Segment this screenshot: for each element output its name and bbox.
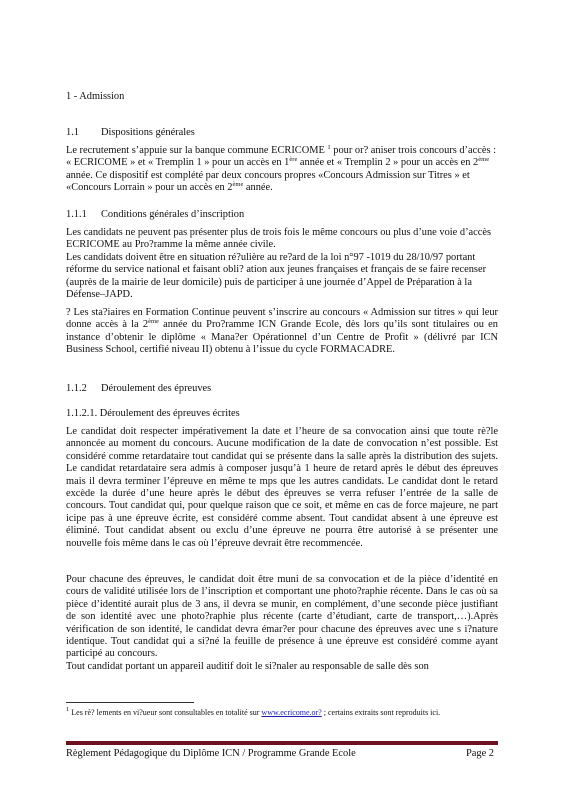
ecricome-link[interactable]: www.ecricome.or? xyxy=(261,708,322,717)
intro-text-c: année et « Tremplin 2 » pour un accès en 2 xyxy=(297,157,479,169)
footnote-separator xyxy=(66,702,194,703)
footnote-number: 1 xyxy=(66,706,70,713)
section-1-1-2-number: 1.1.2 xyxy=(66,383,87,394)
admission-heading: 1 - Admission xyxy=(66,91,125,102)
written-exams-paragraph-2: Pour chacune des épreuves, le candidat doit être muni de sa convocation et de la pièce d’identité en cours de validité utilisée lors de l’inscription et comportant une photo?raphie récente. Dans le cas où sa pièce d’identité aurait plus de 3 ans, il devra se munir, en complément, d’une seconde pièce justifiant de son identité avec une photo?raphie plus récente (carte d’étudiant, carte de transport,…).Après vérification de son identité, le candidat devra émar?er pour chacune des épreuves avec une s i?nature identique. Tout candidat qui a si?né la feuille de présence à une épreuve est considéré comme ayant participé au concours. xyxy=(66,574,498,660)
section-1-1-number: 1.1 xyxy=(66,127,79,138)
intro-text-a: Le recrutement s’appuie sur la banque commune ECRICOME xyxy=(66,145,328,156)
conditions-paragraph-2: Les candidats doivent être en situation ré?ulière au re?ard de la loi n°97 -1019 du 28/10/97 portant réforme du service national et faisant obli? ation aux jeunes françaises et français de se faire recenser (auprès de la mairie de leur domicile) puis de participer à une journée d’Appel de Préparation à la Défense–JAPD. xyxy=(66,252,487,301)
footnote xyxy=(66,708,498,718)
superscript-eme: ème xyxy=(232,181,244,189)
conditions-paragraph-1: Les candidats ne peuvent pas présenter plus de trois fois le même concours ou plus d’une voie d’accès ECRICOME au Pro?ramme la même année civile. xyxy=(66,227,492,251)
written-exams-paragraph-1: Le candidat doit respecter impérativement la date et l’heure de sa convocation ainsi que toute rè?le annoncée au moment du concours. Aucune modification de la date de convocation n’est possible. Est considéré comme retardataire tout candidat qui se présente dans la salle après la distribution des sujets. Le candidat retardataire sera admis à composer jusqu’à 1 heure de retard après le début des épreuves mais il devra terminer l’épreuve en même te mps que les autres candidats. Le candidat dont le retard excède la durée d’une heure après le début des épreuves se verra refuser l’entrée de la salle de concours. Tout candidat qui, pour quelque raison que ce soit, et même en cas de force majeure, ne part icipe pas à une épreuve écrite, est considéré comme absent. Tout candidat absent à une épreuve est éliminé. Tout candidat absent ou exclu d’une épreuve ne pourra être autorisé à se présenter une nouvelle fois même dans le cas où l’épreuve devrait être recommencée. xyxy=(66,426,498,549)
written-exams-paragraph-3: Tout candidat portant un appareil auditif doit le si?naler au responsable de salle dès son xyxy=(66,661,429,672)
section-1-1-title: Dispositions générales xyxy=(101,127,195,138)
intro-text-b: pour or? aniser trois concours d’accès : « ECRICOME » et « Tremplin 1 » pour un accès en 1 xyxy=(66,145,496,169)
superscript-ere: ère xyxy=(289,156,298,164)
intro-text-d: année. Ce dispositif est complété par deux concours propres «Concours Admission sur Titres » et «Concours Lorrain » pour un accès en 2 xyxy=(66,169,470,194)
superscript-eme: ème xyxy=(478,156,490,164)
footer-title: Règlement Pédagogique du Diplôme ICN / Programme Grande Ecole xyxy=(66,748,356,759)
section-1-1-2-title: Déroulement des épreuves xyxy=(101,383,212,394)
intro-text-e: année. xyxy=(243,182,273,194)
conditions-3-text-b: année du Pro?ramme ICN Grande Ecole, dès lors qu’ils sont titulaires ou en instance d’obtenir le diplôme « Mana?er Opérationnel d’un Centre de Profit » (délivré par ICN Business School, certifié niveau II) obtenu à l’issue du cycle FORMACADRE. xyxy=(66,319,498,356)
footnote-ref: 1 xyxy=(327,144,331,151)
page-number: Page 2 xyxy=(466,748,494,759)
footer-rule xyxy=(66,741,498,745)
section-1-1-1-title: Conditions générales d’inscription xyxy=(101,209,245,220)
section-1-1-1-number: 1.1.1 xyxy=(66,209,87,220)
intro-paragraph xyxy=(66,145,498,195)
conditions-paragraph-3 xyxy=(66,307,498,357)
conditions-3-text-a: ? Les sta?iaires en Formation Continue peuvent s’inscrire au concours « Admission sur titres » qui leur donne accès à la 2 xyxy=(66,307,498,331)
footnote-text-b: ; certains extraits sont reproduits ici. xyxy=(321,708,441,717)
footnote-text-a: Les rè? lements en vi?ueur sont consultables en totalité sur xyxy=(69,708,262,717)
section-1-1-2-1-title: 1.1.2.1. Déroulement des épreuves écrites xyxy=(66,408,240,419)
superscript-eme: ème xyxy=(148,318,159,326)
